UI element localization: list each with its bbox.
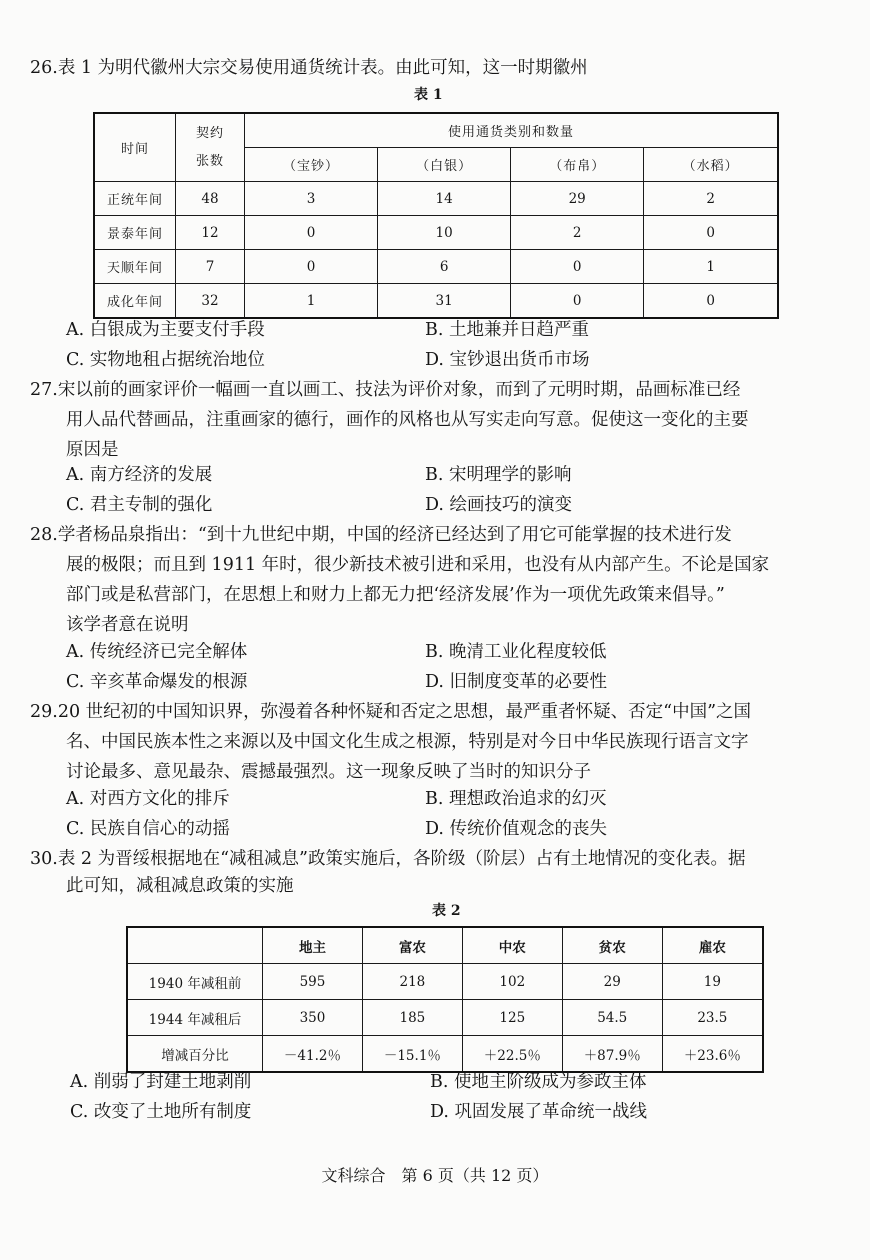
- table2-cell: 595: [263, 964, 363, 1000]
- table2-header: 雇农: [662, 927, 763, 964]
- q29-option-d: D. 传统价值观念的丧失: [425, 819, 608, 839]
- table1-row: [94, 284, 778, 319]
- table1-header-time: 时间: [94, 113, 176, 182]
- q30-stem-line: 30.表 2 为晋绥根据地在“减租减息”政策实施后，各阶级（阶层）占有土地情况的变化表。据: [30, 849, 746, 869]
- table1-period: 天顺年间: [94, 250, 176, 284]
- table1-cell: 0: [644, 284, 778, 319]
- table1-cell: 2: [511, 216, 644, 250]
- q27-option-b: B. 宋明理学的影响: [425, 465, 572, 485]
- q29-option-b: B. 理想政治追求的幻灭: [425, 789, 607, 809]
- table1-period: 正统年间: [94, 182, 176, 216]
- table2-row: [127, 1036, 763, 1073]
- table2: [126, 926, 764, 1073]
- table1-cell: 3: [245, 182, 378, 216]
- table1-cell: 0: [245, 250, 378, 284]
- table2-cell: 23.5: [662, 1000, 763, 1036]
- q27-stem-line: 用人品代替画品，注重画家的德行，画作的风格也从写实走向写意。促使这一变化的主要: [66, 410, 749, 430]
- q26-option-b: B. 土地兼并日趋严重: [425, 320, 589, 340]
- q28-stem-line: 28.学者杨品泉指出：“到十九世纪中期，中国的经济已经达到了用它可能掌握的技术进行发: [30, 525, 732, 545]
- table1-cell: 10: [378, 216, 511, 250]
- table2-header: 中农: [462, 927, 562, 964]
- table1-header-group: 使用通货类别和数量: [245, 113, 779, 148]
- table1-cell: 31: [378, 284, 511, 319]
- table1-row: [94, 216, 778, 250]
- table2-header: 富农: [362, 927, 462, 964]
- q28-option-d: D. 旧制度变革的必要性: [425, 672, 608, 692]
- page-footer: 文科综合 第 6 页（共 12 页）: [321, 1166, 549, 1185]
- table1-cell: 0: [245, 216, 378, 250]
- q29-option-c: C. 民族自信心的动摇: [66, 819, 230, 839]
- table2-cell: 350: [263, 1000, 363, 1036]
- table1-cell: 1: [644, 250, 778, 284]
- table1-cell: 29: [511, 182, 644, 216]
- table1-cell: 1: [245, 284, 378, 319]
- q28-stem-line: 展的极限；而且到 1911 年时，很少新技术被引进和采用，也没有从内部产生。不论是国家: [66, 555, 770, 575]
- table2-row: [127, 1000, 763, 1036]
- table2-cell: 125: [462, 1000, 562, 1036]
- q26-option-a: A. 白银成为主要支付手段: [66, 320, 265, 340]
- table1-currency: （宝钞）: [245, 148, 378, 182]
- table1-cell: 6: [378, 250, 511, 284]
- table2-row-label: 1940 年减租前: [127, 964, 263, 1000]
- table1-header-contracts-text: 契约张数: [195, 125, 224, 169]
- q30-option-b: B. 使地主阶级成为参政主体: [430, 1072, 647, 1092]
- q27-stem-line: 原因是: [66, 440, 119, 460]
- table1-currency: （水稻）: [644, 148, 778, 182]
- q30-option-a: A. 削弱了封建土地剥削: [70, 1072, 252, 1092]
- table1-header-contracts: [176, 113, 245, 182]
- q29-stem-line: 29.20 世纪初的中国知识界，弥漫着各种怀疑和否定之思想，最严重者怀疑、否定“中国”之国: [30, 702, 752, 722]
- table2-cell: ＋22.5％: [462, 1036, 562, 1073]
- q27-option-a: A. 南方经济的发展: [66, 465, 213, 485]
- table1-cell: 0: [511, 284, 644, 319]
- table2-cell: 29: [562, 964, 662, 1000]
- table1-period: 成化年间: [94, 284, 176, 319]
- table2-row-label: 增减百分比: [127, 1036, 263, 1073]
- table1-contracts: 12: [176, 216, 245, 250]
- table2-cell: ＋87.9％: [562, 1036, 662, 1073]
- table2-caption: 表 2: [432, 903, 461, 919]
- table1-cell: 0: [644, 216, 778, 250]
- q30-stem-line: 此可知，减租减息政策的实施: [66, 876, 294, 896]
- q26-stem: 26.表 1 为明代徽州大宗交易使用通货统计表。由此可知，这一时期徽州: [30, 58, 588, 78]
- q26-option-d: D. 宝钞退出货币市场: [425, 350, 590, 370]
- table1-contracts: 48: [176, 182, 245, 216]
- table2-cell: －15.1％: [362, 1036, 462, 1073]
- table2-corner: [127, 927, 263, 964]
- table2-cell: ＋23.6％: [662, 1036, 763, 1073]
- q28-stem-line: 该学者意在说明: [66, 615, 189, 635]
- q28-option-a: A. 传统经济已完全解体: [66, 642, 248, 662]
- q30-option-c: C. 改变了土地所有制度: [70, 1102, 252, 1122]
- table1-caption: 表 1: [414, 87, 443, 103]
- table2-row-label: 1944 年减租后: [127, 1000, 263, 1036]
- table2-cell: 19: [662, 964, 763, 1000]
- table1: [93, 112, 779, 319]
- q29-stem-line: 讨论最多、意见最杂、震撼最强烈。这一现象反映了当时的知识分子: [66, 762, 591, 782]
- table1-cell: 2: [644, 182, 778, 216]
- table1-row: [94, 182, 778, 216]
- table2-cell: 54.5: [562, 1000, 662, 1036]
- table1-cell: 14: [378, 182, 511, 216]
- table1-currency: （布帛）: [511, 148, 644, 182]
- q27-option-d: D. 绘画技巧的演变: [425, 495, 573, 515]
- table1-cell: 0: [511, 250, 644, 284]
- q29-stem-line: 名、中国民族本性之来源以及中国文化生成之根源，特别是对今日中华民族现行语言文字: [66, 732, 749, 752]
- table1-contracts: 7: [176, 250, 245, 284]
- q27-stem-line: 27.宋以前的画家评价一幅画一直以画工、技法为评价对象，而到了元明时期，品画标准已经: [30, 380, 741, 400]
- table2-cell: －41.2％: [263, 1036, 363, 1073]
- q28-option-c: C. 辛亥革命爆发的根源: [66, 672, 248, 692]
- table1-row: [94, 250, 778, 284]
- table1-period: 景泰年间: [94, 216, 176, 250]
- table1-contracts: 32: [176, 284, 245, 319]
- q28-option-b: B. 晚清工业化程度较低: [425, 642, 607, 662]
- q30-option-d: D. 巩固发展了革命统一战线: [430, 1102, 648, 1122]
- table2-cell: 185: [362, 1000, 462, 1036]
- table1-currency: （白银）: [378, 148, 511, 182]
- table2-row: [127, 964, 763, 1000]
- q28-stem-line: 部门或是私营部门，在思想上和财力上都无力把‘经济发展’作为一项优先政策来倡导。”: [66, 585, 725, 605]
- table2-cell: 218: [362, 964, 462, 1000]
- table2-cell: 102: [462, 964, 562, 1000]
- q27-option-c: C. 君主专制的强化: [66, 495, 213, 515]
- table2-header: 地主: [263, 927, 363, 964]
- q29-option-a: A. 对西方文化的排斥: [66, 789, 230, 809]
- table2-header: 贫农: [562, 927, 662, 964]
- q26-option-c: C. 实物地租占据统治地位: [66, 350, 265, 370]
